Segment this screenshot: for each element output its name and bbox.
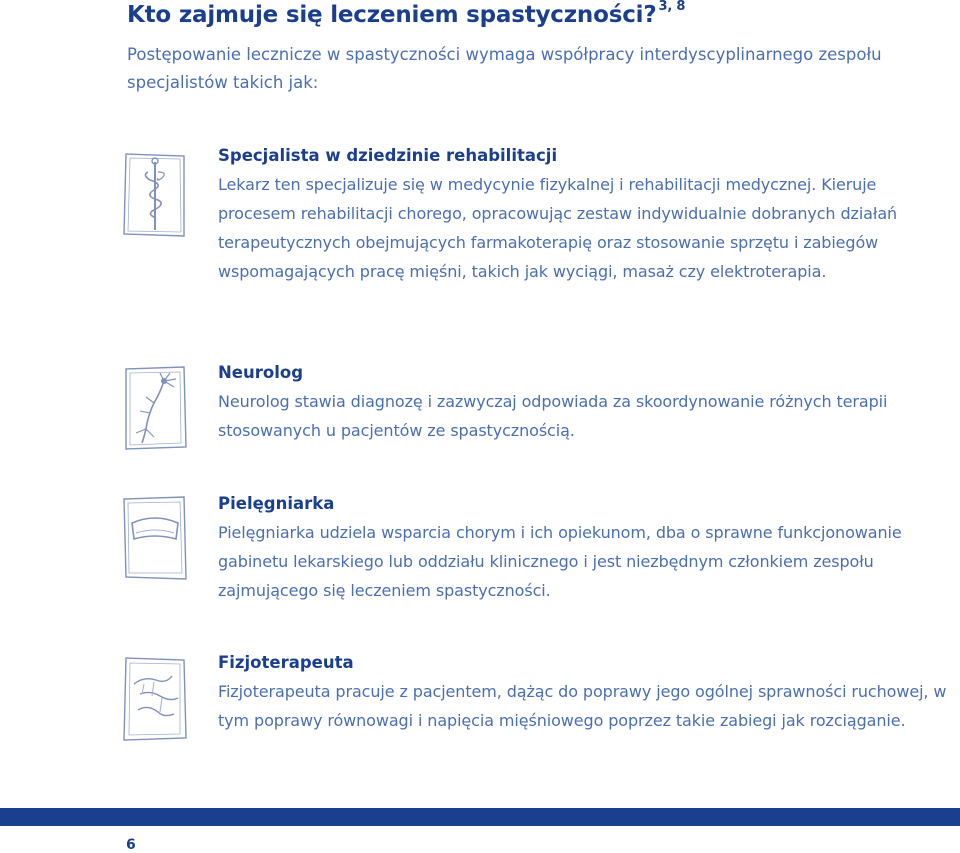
footer-bar <box>0 808 960 826</box>
section-title: Pielęgniarka <box>218 494 335 513</box>
section-neurologist <box>218 359 948 445</box>
stretching-hands-icon <box>120 654 190 744</box>
section-title: Neurolog <box>218 363 304 382</box>
section-body: Neurolog stawia diagnozę i zazwyczaj odpowiada za skoordynowanie różnych terapii stosowanych u pacjentów ze spastycznością. <box>218 392 888 440</box>
section-body: Lekarz ten specjalizuje się w medycynie fizykalnej i rehabilitacji medycznej. Kieruje procesem rehabilitacji chorego, opracowując zestaw indywidualnie dobranych działań terapeutycznych obejmujących farmakoterapię oraz stosowanie sprzętu i zabiegów wspomagających pracę mięśni, takich jak wyciągi, masaż czy elektroterapia. <box>218 175 898 281</box>
intro-paragraph: Postępowanie lecznicze w spastyczności wymaga współpracy interdyscyplinarnego zespołu specjalistów takich jak: <box>127 45 882 92</box>
section-title: Specjalista w dziedzinie rehabilitacji <box>218 146 558 165</box>
page-heading <box>127 2 685 28</box>
page-number: 6 <box>126 837 136 853</box>
section-physiotherapist <box>218 649 948 735</box>
neuron-icon <box>120 363 190 453</box>
heading-reference: 3, 8 <box>658 0 686 15</box>
section-nurse <box>218 490 948 605</box>
section-rehabilitation-specialist <box>218 142 948 286</box>
heading-text: Kto zajmuje się leczeniem spastyczności? <box>127 2 657 28</box>
nurse-cap-icon <box>120 493 190 583</box>
caduceus-icon <box>120 150 190 240</box>
section-body: Pielęgniarka udziela wsparcia chorym i ich opiekunom, dba o sprawne funkcjonowanie gabinetu lekarskiego lub oddziału klinicznego i jest niezbędnym członkiem zespołu zajmującego się leczeniem spastyczności. <box>218 523 902 600</box>
section-body: Fizjoterapeuta pracuje z pacjentem, dążąc do poprawy jego ogólnej sprawności ruchowej, w tym poprawy równowagi i napięcia mięśniowego poprzez takie zabiegi jak rozciąganie. <box>218 682 947 730</box>
section-title: Fizjoterapeuta <box>218 653 354 672</box>
